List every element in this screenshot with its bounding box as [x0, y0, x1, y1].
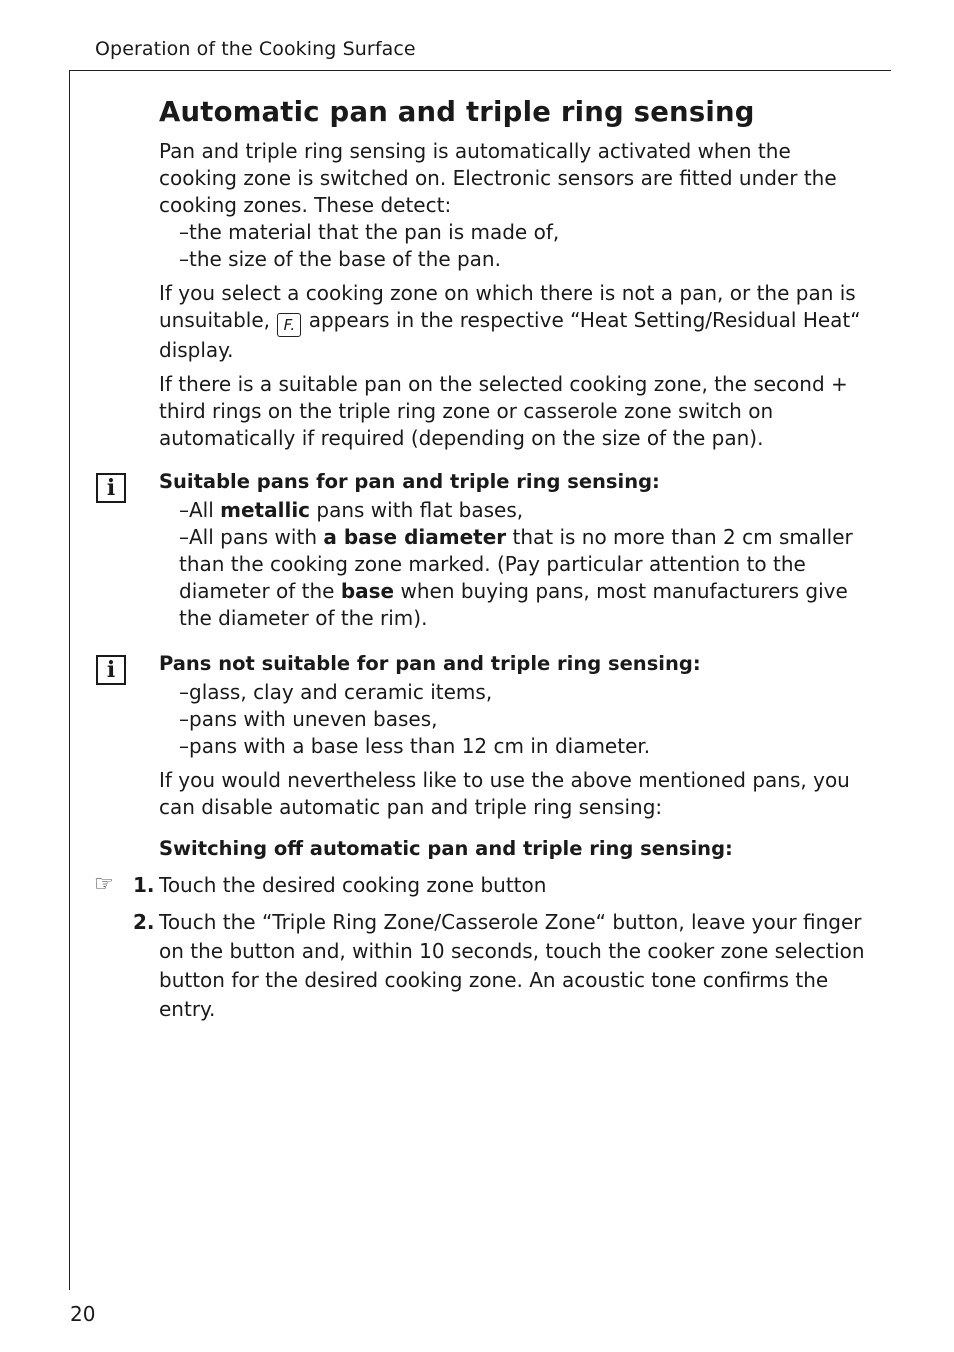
list-item: –the material that the pan is made of,: [179, 220, 560, 244]
text: –All: [179, 498, 221, 522]
list-item: –pans with uneven bases,: [179, 707, 438, 731]
list-item: [179, 497, 871, 524]
intro-paragraph: Pan and triple ring sensing is automatically activated when the cooking zone is switched on. Electronic sensors are fitted under the cooking zones. These detect:: [159, 139, 837, 217]
para2-text-before: If you select a cooking zone on which there is not a pan, or the pan is unsuitable,: [159, 281, 856, 332]
text: that is no more than 2 cm smaller than the cooking zone marked. (Pay particular attention to the diameter of the: [179, 525, 853, 603]
section-title: Automatic pan and triple ring sensing: [159, 96, 755, 128]
info-icon: i: [96, 473, 126, 503]
step-number: 1.: [133, 873, 155, 897]
not-suitable-pans-block: [159, 650, 871, 821]
margin-rule: [69, 70, 70, 1290]
list-item: [179, 524, 871, 632]
text: when buying pans, most manufacturers give the diameter of the rim).: [179, 579, 848, 630]
emphasis: a base diameter: [323, 525, 507, 549]
not-suitable-heading: Pans not suitable for pan and triple ring sensing:: [159, 652, 701, 675]
text: –All pans with: [179, 525, 324, 549]
hand-pointer-icon: ☞: [94, 872, 114, 897]
auto-rings-paragraph: If there is a suitable pan on the selected cooking zone, the second + third rings on the triple ring zone or casserole zone switch on automatically if required (depending on the size of the pan).: [159, 372, 848, 450]
para2-text-after: appears in the respective “Heat Setting/Residual Heat“ display.: [159, 308, 861, 362]
page-number: 20: [70, 1302, 96, 1326]
main-content: [133, 94, 871, 1024]
suitable-heading: Suitable pans for pan and triple ring sensing:: [159, 470, 660, 493]
list-item: –the size of the base of the pan.: [179, 247, 501, 271]
list-item: –pans with a base less than 12 cm in diameter.: [179, 734, 651, 758]
suitable-pans-block: [159, 468, 871, 632]
switch-off-heading: Switching off automatic pan and triple ring sensing:: [159, 837, 733, 860]
step-text: Touch the desired cooking zone button: [159, 873, 547, 897]
emphasis: base: [340, 579, 395, 603]
step-item: [133, 908, 871, 1024]
emphasis: metallic: [220, 498, 311, 522]
info-icon: i: [96, 655, 126, 685]
step-item: [133, 872, 871, 899]
disable-paragraph: If you would nevertheless like to use the above mentioned pans, you can disable automatic pan and triple ring sensing:: [159, 768, 850, 819]
pan-error-symbol-icon: F.: [277, 313, 301, 337]
running-header: Operation of the Cooking Surface: [95, 38, 416, 60]
unsuitable-pan-paragraph: [159, 280, 871, 364]
step-number: 2.: [133, 910, 155, 934]
detects-list: [179, 219, 871, 273]
not-suitable-list: [179, 679, 871, 760]
suitable-list: [179, 497, 871, 632]
list-item: –glass, clay and ceramic items,: [179, 680, 493, 704]
step-text: Touch the “Triple Ring Zone/Casserole Zone“ button, leave your finger on the button and, within 10 seconds, touch the cooker zone selection button for the desired cooking zone. An acoustic tone confirms the entry.: [159, 910, 865, 1021]
header-rule: [69, 70, 891, 71]
text: pans with flat bases,: [310, 498, 524, 522]
